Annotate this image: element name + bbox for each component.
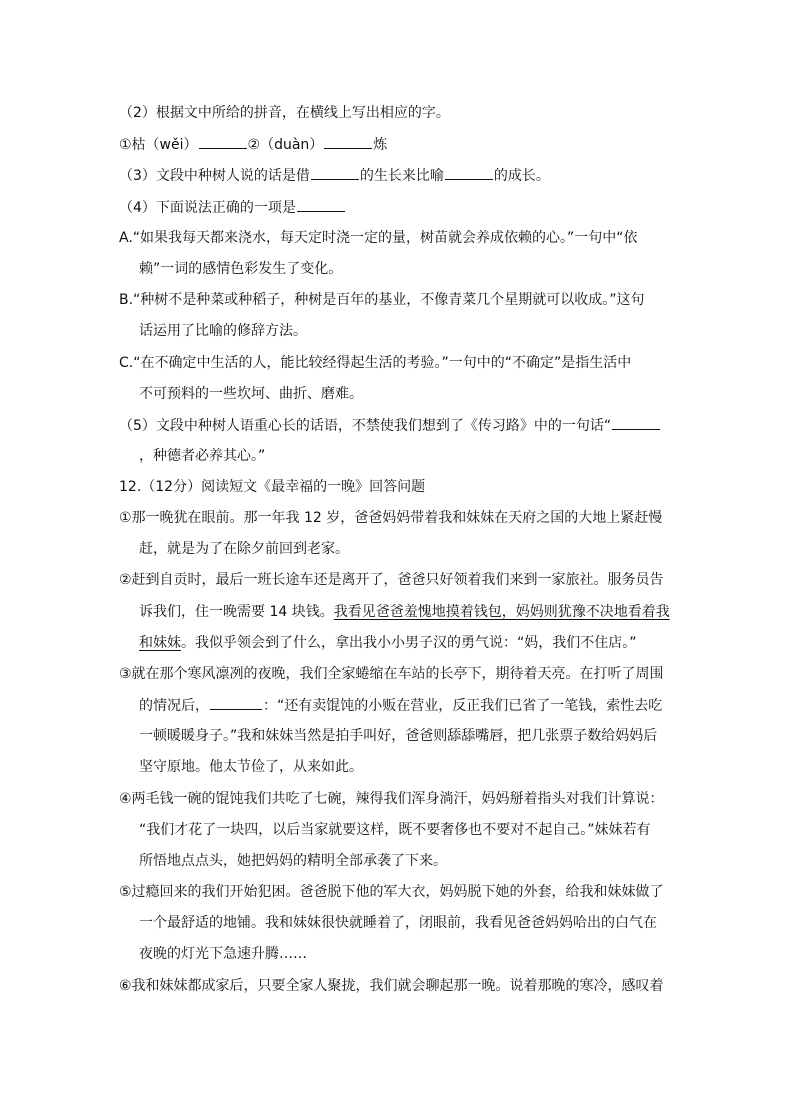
answer-blank[interactable] [297,197,345,212]
paragraph-1-line-2: 赶，就是为了在除夕前回到老家。 [139,541,349,557]
question-12-title: 12.（12分）阅读短文《最幸福的一晚》回答问题 [119,479,426,495]
answer-blank[interactable] [445,165,493,180]
paragraph-3-line-2: 的情况后， ：“还有卖馄饨的小贩在营业，反正我们已省了一笔钱，索性去吃 [139,695,780,716]
answer-blank[interactable] [199,134,247,149]
paragraph-2-line-1: ②赶到自贡时，最后一班长途车还是离开了，爸爸只好领着我们来到一家旅社。服务员告 [119,572,664,588]
option-a-line-1: A.“如果我每天都来浇水，每天定时浇一定的量，树苗就会养成依赖的心。”一句中“依 [119,230,638,246]
answer-blank[interactable] [612,415,660,430]
answer-blank[interactable] [210,695,262,710]
question-2-items: ①枯（wěi） ②（duàn） 炼 [119,134,780,155]
paragraph-2-line-2: 诉我们，住一晚需要 14 块钱。我看见爸爸羞愧地摸着钱包，妈妈则犹豫不决地看着我 [139,604,670,620]
answer-blank[interactable] [324,134,372,149]
question-5-line-1: （5）文段中种树人语重心长的话语，不禁使我们想到了《传习路》中的一句话“ [119,415,780,436]
paragraph-4-line-2: “我们才花了一块四，以后当家就要这样，既不要奢侈也不要对不起自己。”妹妹若有 [139,822,651,838]
paragraph-3-line-4: 坚守原地。他太节俭了，从来如此。 [139,759,363,775]
option-a-line-2: 赖”一词的感情色彩发生了变化。 [139,261,343,277]
option-c-line-1: C.“在不确定中生活的人，能比较经得起生活的考验。”一句中的“不确定”是指生活中 [119,355,632,371]
paragraph-4-line-3: 所悟地点点头，她把妈妈的精明全部承袭了下来。 [139,853,447,869]
paragraph-5-line-1: ⑤过瘾回来的我们开始犯困。爸爸脱下他的军大衣，妈妈脱下她的外套，给我和妹妹做了 [119,884,664,900]
paragraph-5-line-3: 夜晚的灯光下急速升腾…… [139,946,307,962]
paragraph-5-line-2: 一个最舒适的地铺。我和妹妹很快就睡着了，闭眼前，我看见爸爸妈妈哈出的白气在 [139,915,657,931]
underlined-sentence: 和妹妹 [139,635,181,651]
underlined-sentence: 我看见爸爸羞愧地摸着钱包，妈妈则犹豫不决地看着我 [333,604,670,620]
paragraph-3-line-1: ③就在那个寒风凛冽的夜晚，我们全家蜷缩在车站的长亭下，期待着天亮。在打听了周围 [119,666,664,682]
question-3: （3）文段中种树人说的话是借 的生长来比喻 的成长。 [119,165,780,186]
paragraph-3-line-3: 一顿暖暖身子。”我和妹妹当然是拍手叫好，爸爸则舔舔嘴唇，把几张票子数给妈妈后 [139,728,658,744]
paragraph-6-line-1: ⑥我和妹妹都成家后，只要全家人聚拢，我们就会聊起那一晚。说着那晚的寒冷，感叹着 [119,978,664,994]
answer-blank[interactable] [311,165,359,180]
paragraph-2-line-3: 和妹妹。我似乎领会到了什么，拿出我小小男子汉的勇气说：“妈，我们不住店。” [139,635,637,651]
question-5-line-2: ，种德者必养其心。” [139,448,266,464]
question-4-title: （4）下面说法正确的一项是 [119,197,780,218]
option-b-line-1: B.“种树不是种菜或种稻子，种树是百年的基业，不像青菜几个星期就可以收成。”这句 [119,292,645,308]
option-b-line-2: 话运用了比喻的修辞方法。 [139,323,307,339]
paragraph-1-line-1: ①那一晚犹在眼前。那一年我 12 岁，爸爸妈妈带着我和妹妹在天府之国的大地上紧赶慢 [119,510,663,526]
option-c-line-2: 不可预料的一些坎坷、曲折、磨难。 [139,386,363,402]
question-2-title: （2）根据文中所给的拼音，在横线上写出相应的字。 [119,105,450,121]
paragraph-4-line-1: ④两毛钱一碗的馄饨我们共吃了七碗，辣得我们浑身淌汗，妈妈掰着指头对我们计算说： [119,791,664,807]
